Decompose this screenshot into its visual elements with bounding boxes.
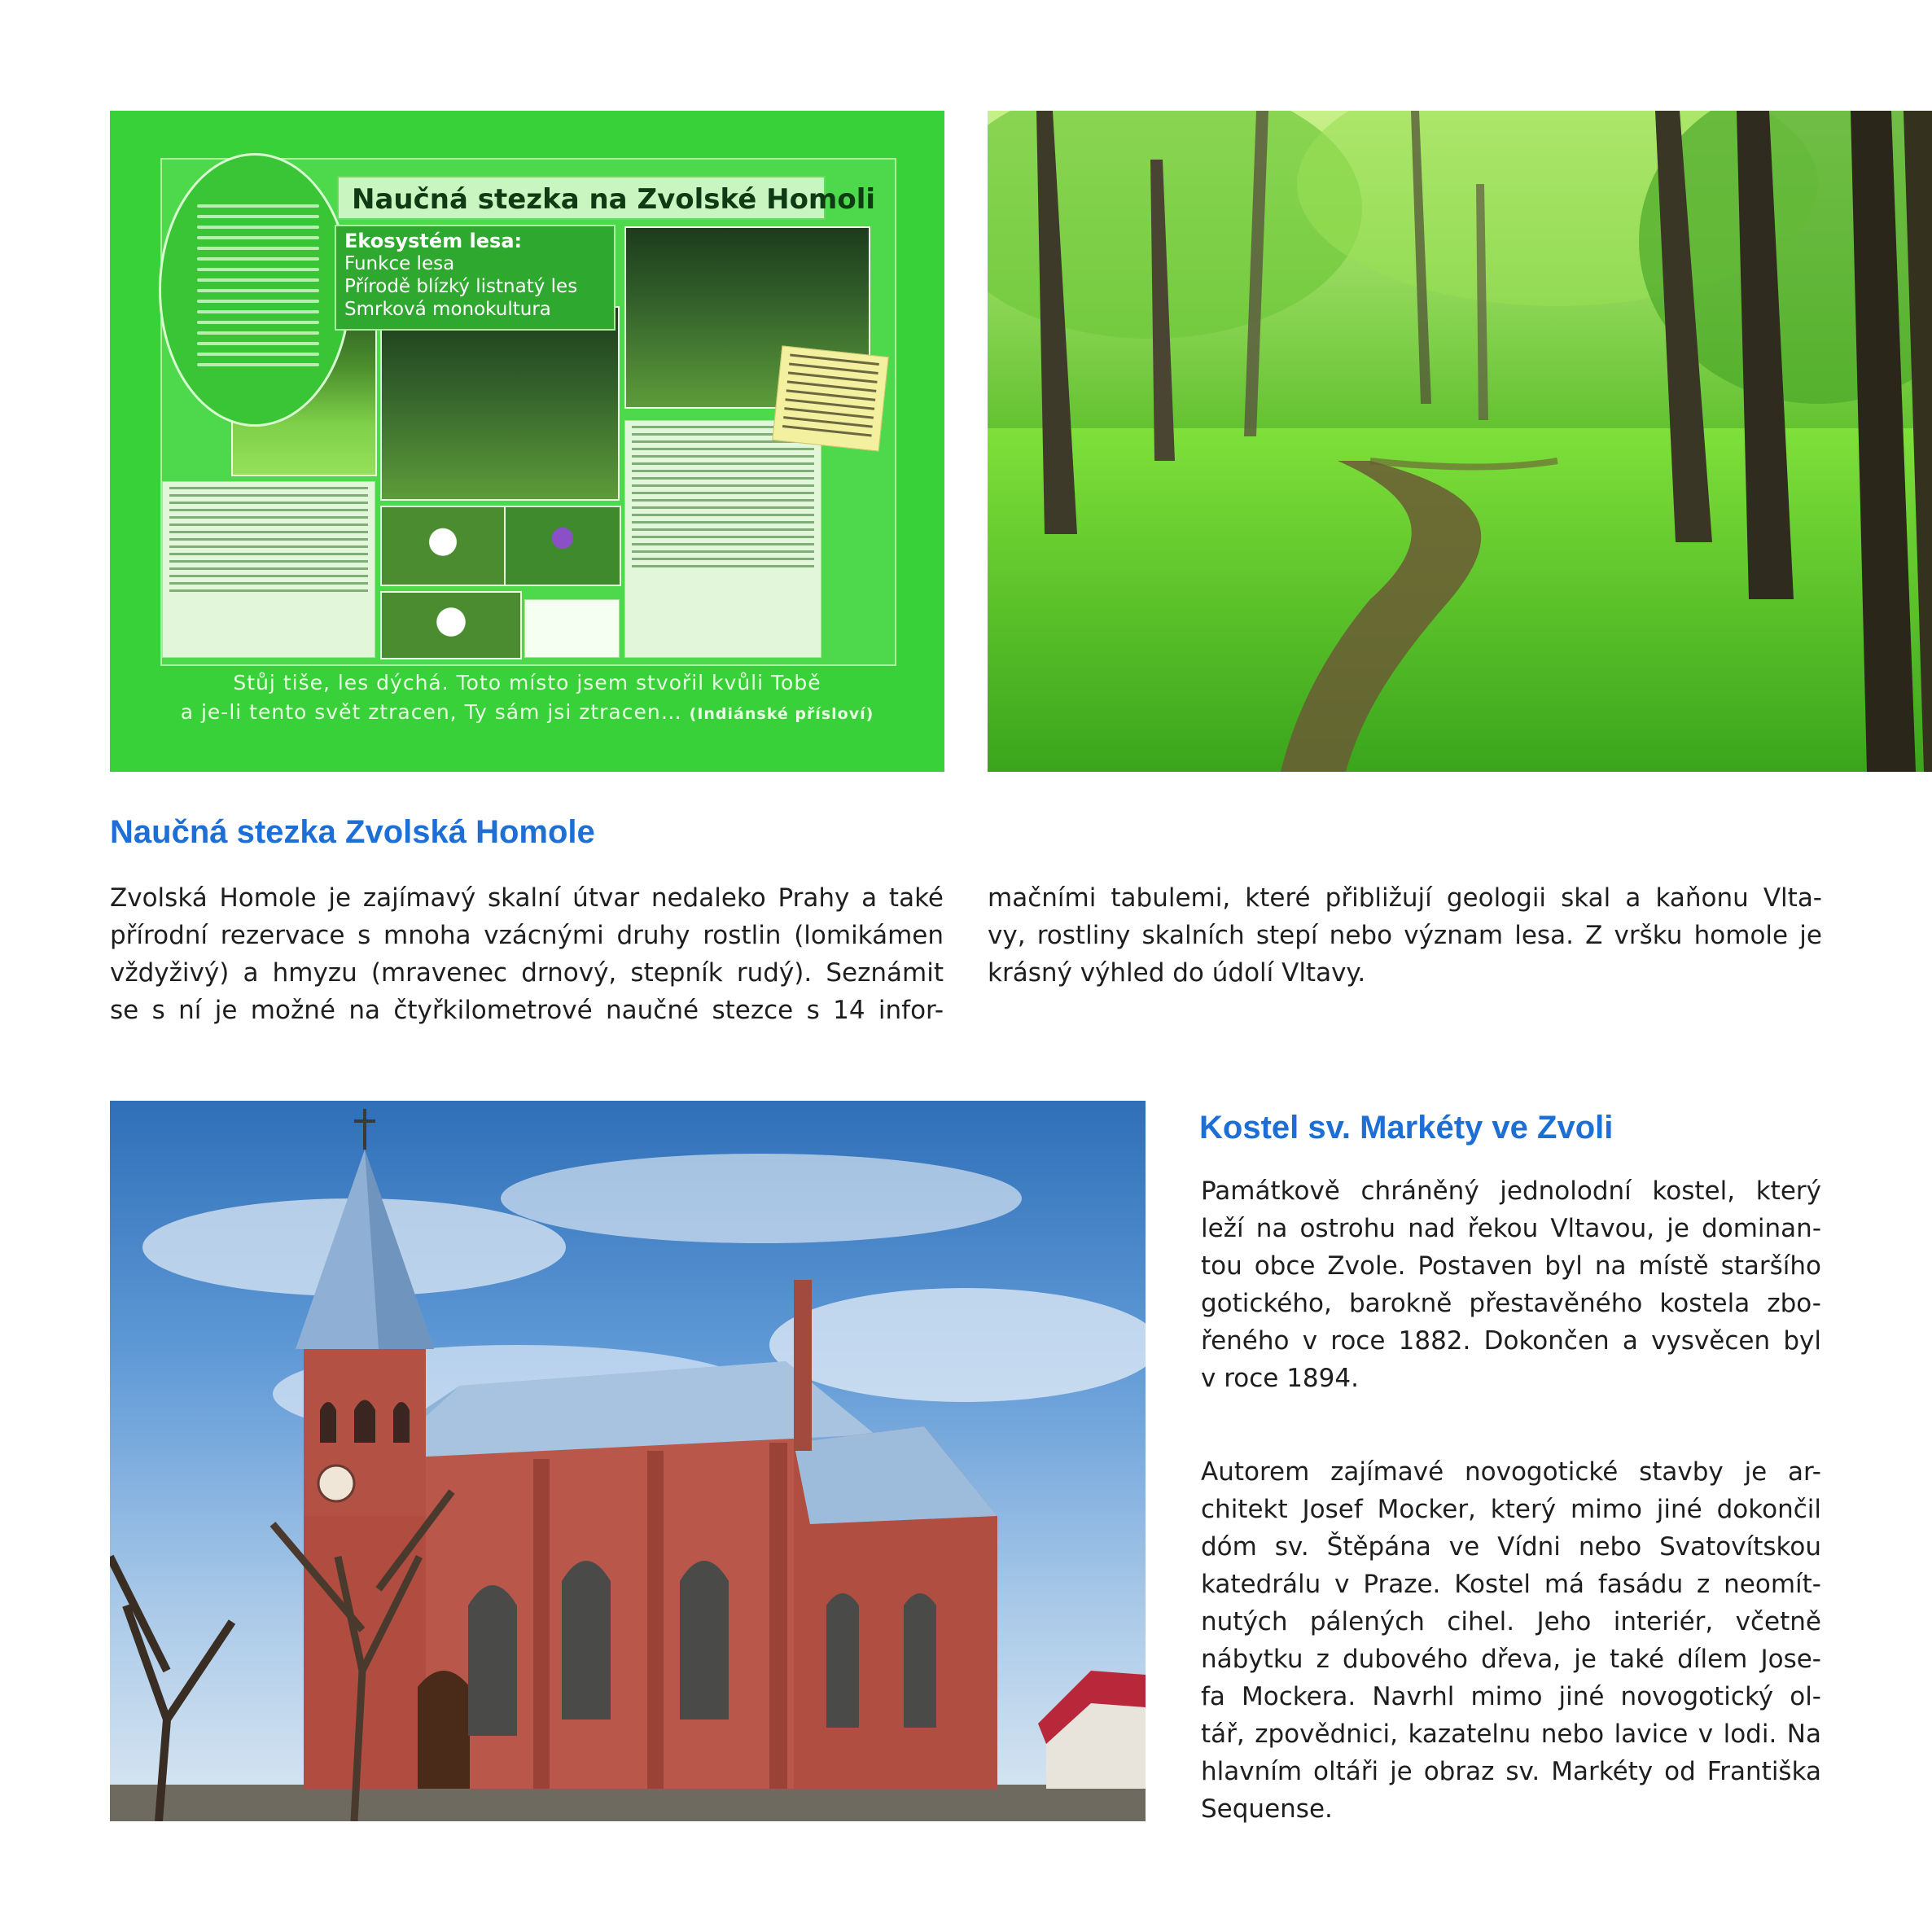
text-line: tou obce Zvole. Postaven byl na místě staršího [1201, 1251, 1821, 1281]
text-line: krásný výhled do údolí Vltavy. [988, 958, 1366, 988]
forest-illustration [988, 111, 1932, 772]
board-photo-white-flower [380, 506, 506, 586]
text-line: fa Mockera. Navrhl mimo jiné novogotický ol- [1201, 1682, 1821, 1711]
board-text-block-right [624, 420, 821, 658]
board-ecosystem-title: Ekosystém lesa: [344, 230, 523, 252]
text-line: nutých pálených cihel. Jeho interiér, včetně [1201, 1607, 1821, 1636]
board-sticky-note [772, 345, 889, 451]
text-line: vy, rostliny skalních stepí nebo význam lesa. Z vršku homole je [988, 921, 1822, 950]
board-photo-thistle [504, 506, 621, 586]
heading-nature-trail: Naučná stezka Zvolská Homole [110, 814, 595, 850]
photo-church-st-margaret [110, 1101, 1146, 1821]
board-quote-line: Stůj tiše, les dýchá. Toto místo jsem stvořil kvůli Tobě [233, 671, 821, 694]
text-line: Autorem zajímavé novogotické stavby je ar- [1201, 1457, 1821, 1487]
text-line: chitekt Josef Mocker, který mimo jiné dokončil [1201, 1495, 1821, 1524]
board-photo-forest-ravine [380, 306, 620, 501]
board-photo-plants [380, 591, 522, 659]
nature-trail-text-column-1 [110, 879, 944, 1029]
church-illustration [110, 1101, 1146, 1821]
board-eco-item: Funkce lesa [344, 253, 455, 274]
text-line: přírodní rezervace s mnoha vzácnými druhy rostlin (lomikámen [110, 921, 944, 950]
board-panel [160, 158, 896, 666]
text-line: Památkově chráněný jednolodní kostel, který [1201, 1176, 1821, 1206]
text-line: mačními tabulemi, které přibližují geologii skal a kaňonu Vlta- [988, 883, 1822, 913]
text-line: gotického, barokně přestavěného kostela zbo- [1201, 1289, 1821, 1318]
board-eco-item: Smrková monokultura [344, 299, 551, 320]
text-line: řeného v roce 1882. Dokončen a vysvěcen byl [1201, 1326, 1821, 1356]
church-text-paragraph-1 [1201, 1172, 1821, 1397]
photo-forest-path [988, 111, 1932, 772]
board-ecosystem-box [335, 225, 616, 331]
board-forest-functions-circle [159, 153, 351, 427]
text-line: dóm sv. Štěpána ve Vídni nebo Svatovítskou [1201, 1532, 1821, 1562]
photo-information-board [110, 111, 944, 772]
church-text-paragraph-2 [1201, 1453, 1821, 1828]
board-eco-item: Přírodě blízký listnatý les [344, 276, 578, 297]
board-quote-line: a je-li tento svět ztracen, Ty sám jsi ztracen… [180, 700, 682, 724]
board-quote-source: (Indiánské přísloví) [689, 705, 874, 723]
board-title: Naučná stezka na Zvolské Homoli [337, 176, 826, 220]
text-line: vždyživý) a hmyzu (mravenec drnový, stepník rudý). Seznámit [110, 958, 944, 988]
nature-trail-text-column-2 [988, 879, 1822, 992]
text-line: Zvolská Homole je zajímavý skalní útvar nedaleko Prahy a také [110, 883, 944, 913]
text-line: nábytku z dubového dřeva, je také dílem Jose- [1201, 1645, 1821, 1674]
text-line: se s ní je možné na čtyřkilometrové naučné stezce s 14 infor- [110, 996, 944, 1025]
board-text-block [162, 481, 375, 658]
heading-church: Kostel sv. Markéty ve Zvoli [1199, 1110, 1614, 1146]
board-quote [110, 668, 944, 729]
text-line: leží na ostrohu nad řekou Vltavou, je dominan- [1201, 1214, 1821, 1243]
text-line: v roce 1894. [1201, 1364, 1359, 1393]
text-line: Sequense. [1201, 1794, 1333, 1824]
text-line: katedrálu v Praze. Kostel má fasádu z neomít- [1201, 1570, 1821, 1599]
board-logos [524, 599, 620, 658]
text-line: hlavním oltáři je obraz sv. Markéty od Františka [1201, 1757, 1821, 1786]
text-line: tář, zpovědnici, kazatelnu nebo lavice v lodi. Na [1201, 1720, 1821, 1749]
